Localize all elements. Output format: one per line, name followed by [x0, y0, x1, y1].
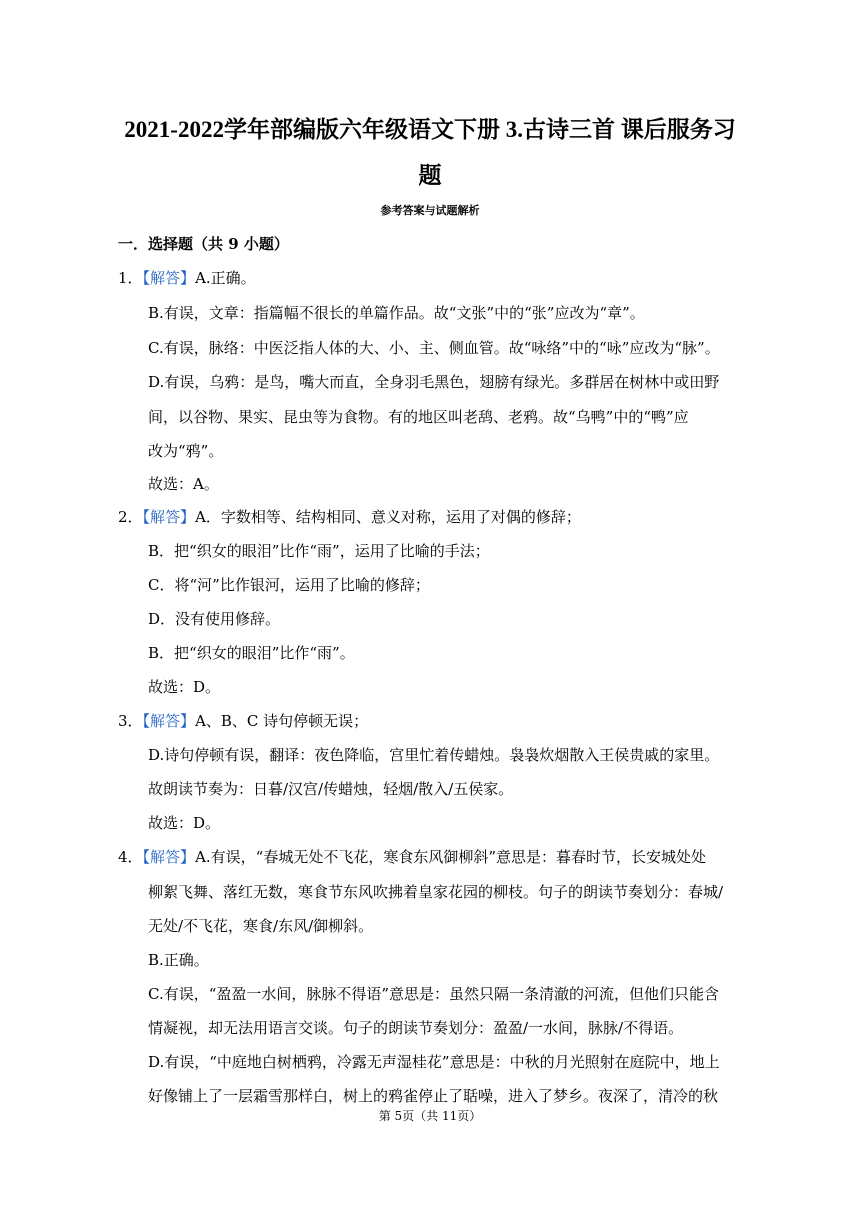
q3-line: 故朗读节奏为：日暮/汉宫/传蜡烛，轻烟/散入/五侯家。 — [148, 780, 514, 798]
answer-tag: 【解答】 — [142, 508, 196, 526]
q1-line: 故选：A。 — [148, 475, 219, 493]
q2-line: D．没有使用修辞。 — [148, 610, 281, 628]
q1-line: B.有误，文章：指篇幅不很长的单篇作品。故“文张”中的“张”应改为“章”。 — [148, 304, 645, 322]
q2-line: 故选：D。 — [148, 678, 221, 696]
q2-number: 2． — [118, 508, 143, 526]
q4-line: C.有误，“盈盈一水间，脉脉不得语”意思是：虽然只隔一条清澈的河流，但他们只能含 — [148, 985, 720, 1003]
section-heading: 一．选择题（共 9 小题） — [118, 235, 289, 253]
q2-first-line — [118, 507, 718, 527]
q1-line: 改为“鸦”。 — [148, 442, 224, 460]
q4-line: 柳絮飞舞、落红无数，寒食节东风吹拂着皇家花园的柳枝。句子的朗读节奏划分：春城/ — [148, 883, 724, 901]
q4-number: 4． — [118, 848, 143, 866]
title-line-1: 2021-2022学年部编版六年级语文下册 3.古诗三首 课后服务习 — [124, 117, 736, 142]
q3-line: 故选：D。 — [148, 814, 221, 832]
q2-line: C．将“河”比作银河，运用了比喻的修辞； — [148, 576, 430, 594]
q3-number: 3． — [118, 712, 143, 730]
q1-first-text: A.正确。 — [195, 269, 256, 287]
q1-line: C.有误，脉络：中医泛指人体的大、小、主、侧血管。故“咏络”中的“咏”应改为“脉”。 — [148, 339, 720, 357]
title-line-2: 题 — [418, 163, 442, 188]
q1-line: D.有误，乌鸦：是鸟，嘴大而直，全身羽毛黑色，翅膀有绿光。多群居在树林中或田野 — [148, 373, 720, 391]
q2-line: B．把“织女的眼泪”比作“雨”。 — [148, 644, 355, 662]
q3-first-line — [118, 711, 718, 731]
q2-line: B．把“织女的眼泪”比作“雨”，运用了比喻的手法； — [148, 542, 490, 560]
answer-tag: 【解答】 — [142, 848, 196, 866]
q4-line: 无处/不飞花，寒食/东风/御柳斜。 — [148, 917, 374, 935]
page-footer: 第 5页（共 11页） — [378, 1109, 482, 1123]
q4-first-line — [118, 847, 718, 867]
answer-tag: 【解答】 — [142, 269, 196, 287]
q1-line: 间，以谷物、果实、昆虫等为食物。有的地区叫老鸹、老鸦。故“乌鸭”中的“鸭”应 — [148, 408, 689, 426]
q4-line: B.正确。 — [148, 951, 209, 969]
document-title — [110, 107, 750, 199]
q4-first-text: A.有误，“春城无处不飞花，寒食东风御柳斜”意思是：暮春时节，长安城处处 — [195, 848, 707, 866]
q4-line: 情凝视，却无法用语言交谈。句子的朗读节奏划分：盈盈/一水间，脉脉/不得语。 — [148, 1019, 684, 1037]
q3-line: D.诗句停顿有误，翻译：夜色降临，宫里忙着传蜡烛。袅袅炊烟散入王侯贵戚的家里。 — [148, 746, 720, 764]
answer-tag: 【解答】 — [142, 712, 196, 730]
q1-first-line — [118, 268, 718, 288]
q1-number: 1． — [118, 269, 143, 287]
q4-line: 好像铺上了一层霜雪那样白，树上的鸦雀停止了聒噪，进入了梦乡。夜深了，清冷的秋 — [148, 1087, 719, 1105]
q3-first-text: A、B、C 诗句停顿无误； — [195, 712, 369, 730]
q4-line: D.有误，“中庭地白树栖鸦，冷露无声湿桂花”意思是：中秋的月光照射在庭院中，地上 — [148, 1053, 720, 1071]
q2-first-text: A．字数相等、结构相同、意义对称，运用了对偶的修辞； — [195, 508, 581, 526]
subtitle: 参考答案与试题解析 — [380, 204, 480, 217]
